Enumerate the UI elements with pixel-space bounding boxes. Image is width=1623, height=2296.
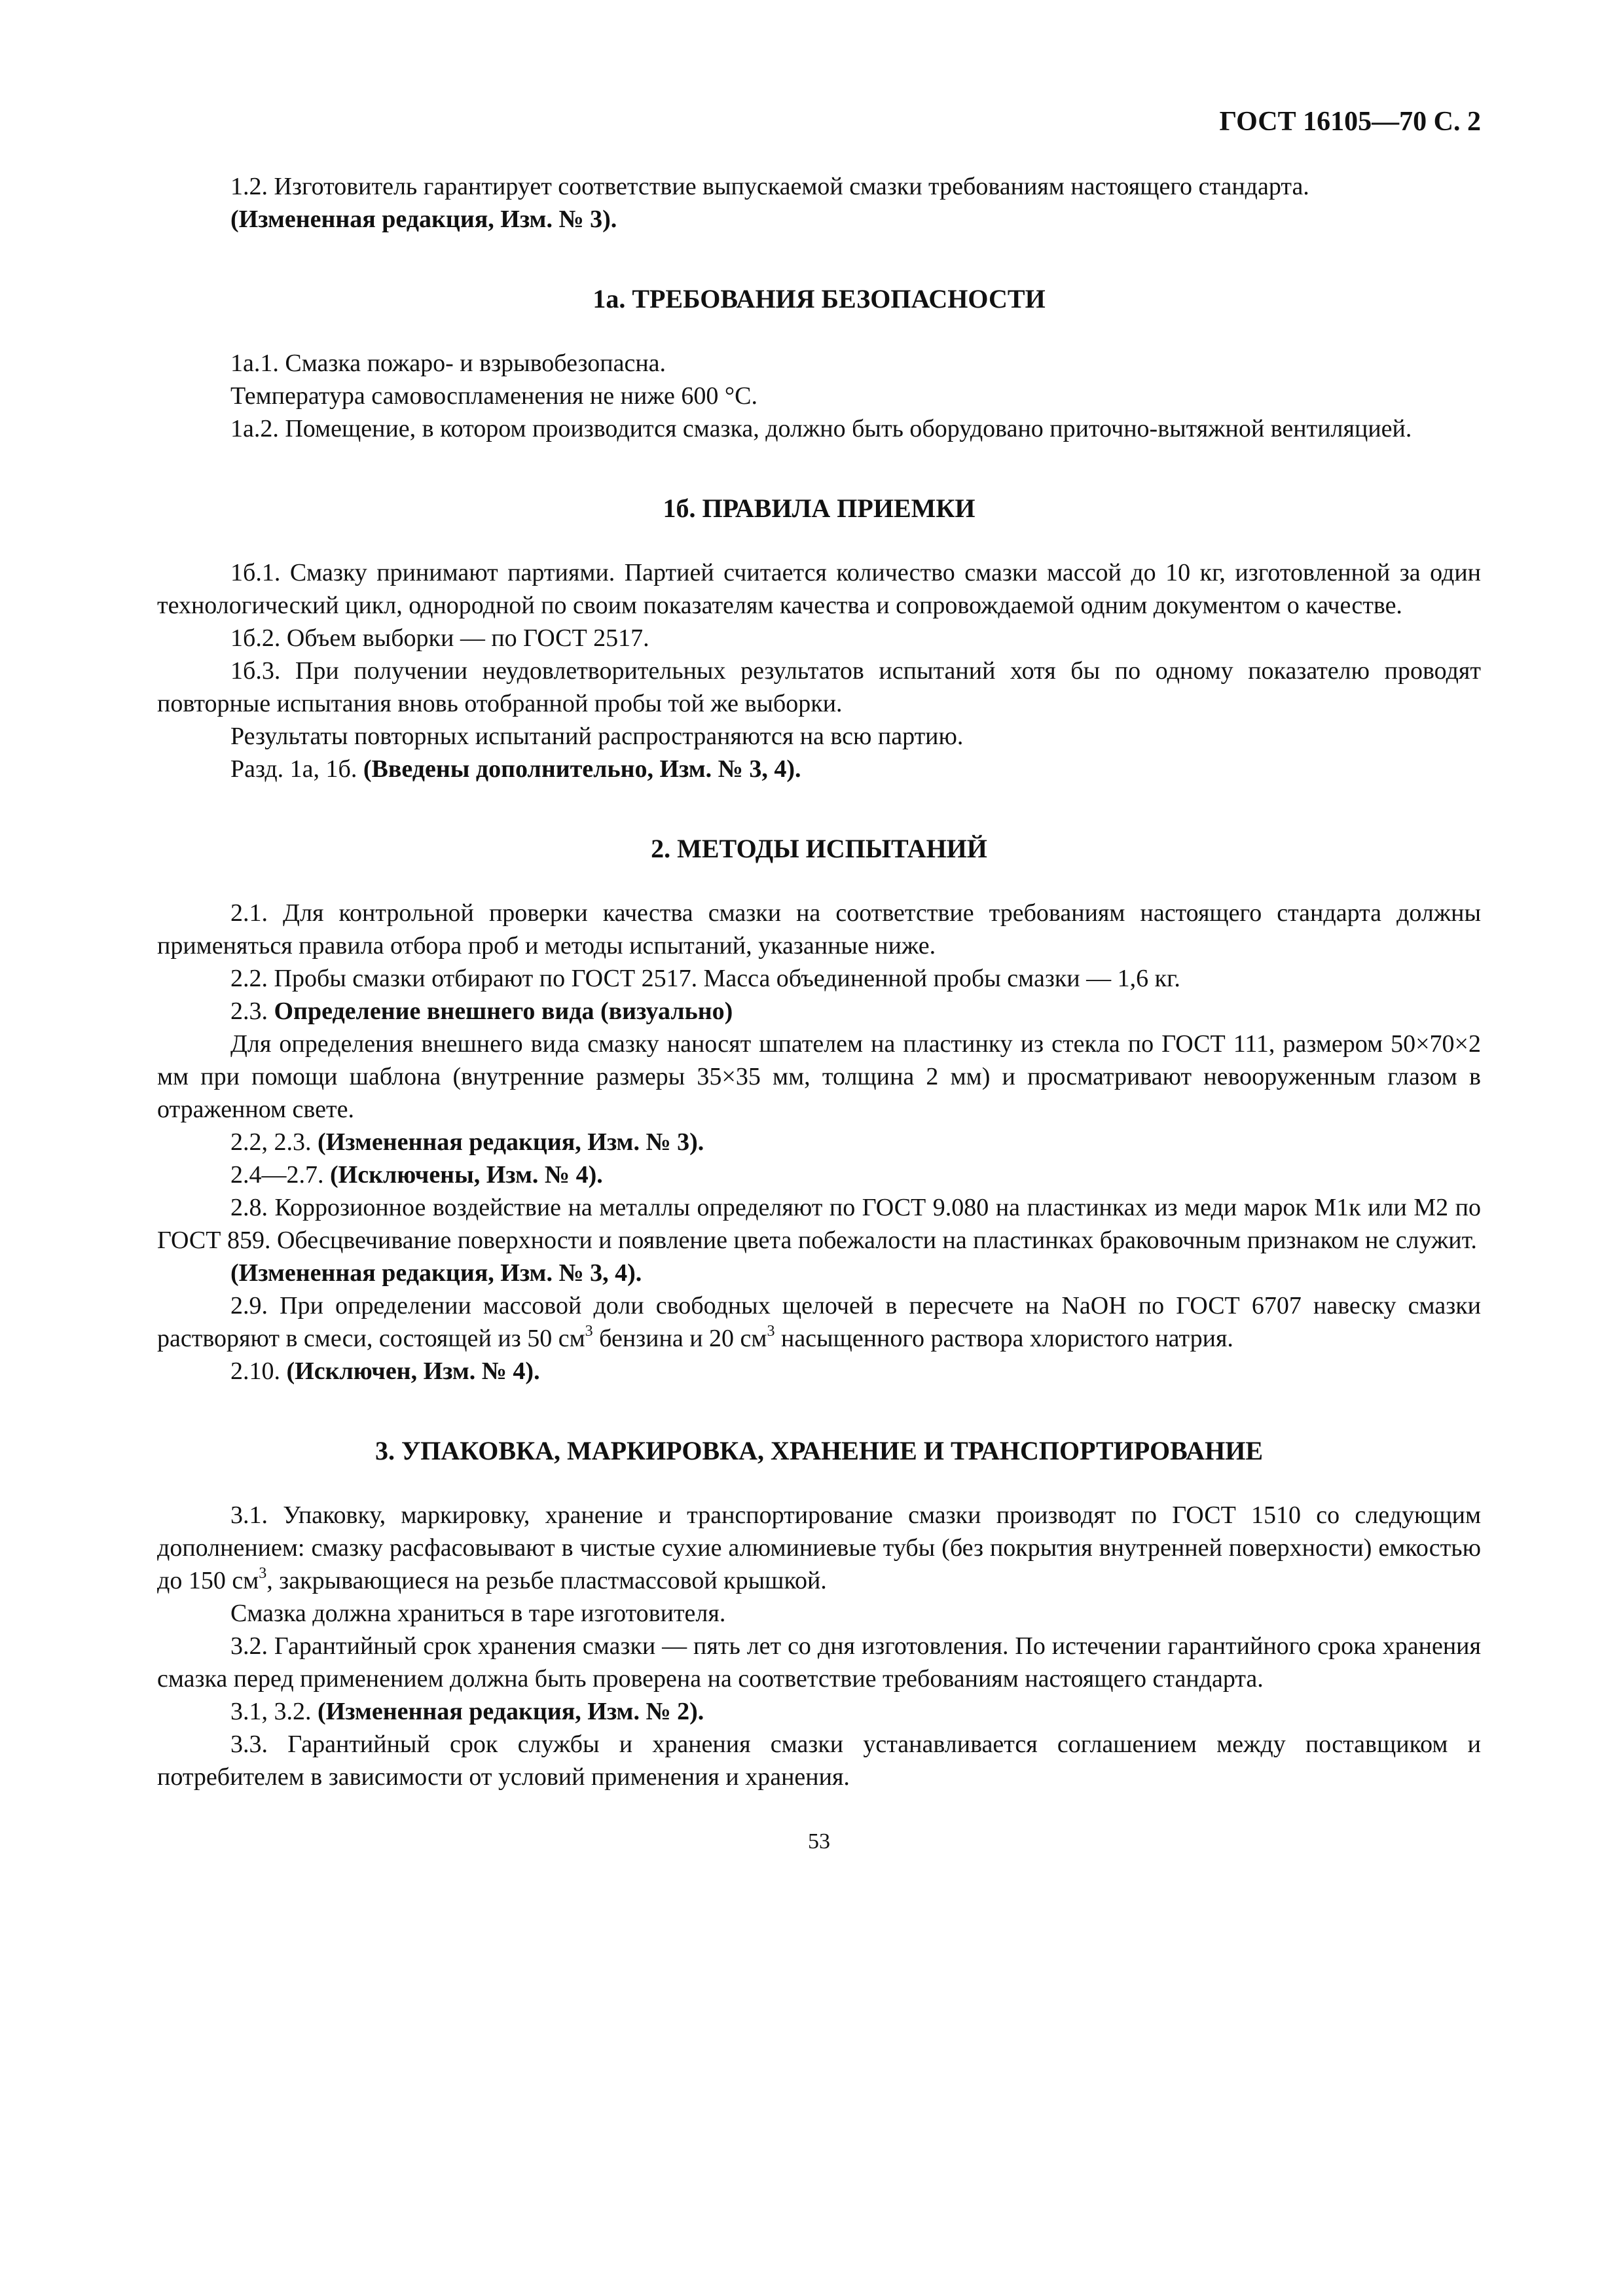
paragraph (157, 1355, 1481, 1388)
paragraph (157, 1191, 1481, 1257)
paragraph-text: 1б.2. Объем выборки — по ГОСТ 2517. (230, 624, 649, 652)
paragraph (157, 995, 1481, 1028)
paragraph (157, 1695, 1481, 1728)
paragraph-text: 2.8. Коррозионное воздействие на металлы определяют по ГОСТ 9.080 на пластинках из меди марок М1к или М2 по ГОСТ 859. Обесцвечивание поверхности и появление цвета побежалости на пластинках браковочным признаком не служит. (157, 1194, 1481, 1254)
paragraph (157, 412, 1481, 445)
paragraph-text: 1б.1. Смазку принимают партиями. Партией считается количество смазки массой до 10 кг, изготовленной за один технологический цикл, однородной по своим показателям качества и сопровождаемой одним документом о качестве. (157, 559, 1481, 619)
paragraph-text: 2.2, 2.3. (230, 1128, 318, 1156)
paragraph (157, 1499, 1481, 1597)
paragraph-text: 2.10. (230, 1357, 287, 1385)
paragraph (157, 380, 1481, 412)
paragraph (157, 1597, 1481, 1630)
paragraph-bold-text: (Исключен, Изм. № 4). (286, 1357, 540, 1385)
section-heading: 1б. ПРАВИЛА ПРИЕМКИ (663, 493, 976, 523)
paragraph (157, 655, 1481, 720)
paragraph-text: 2.4—2.7. (230, 1161, 330, 1189)
paragraph-text: 1б.3. При получении неудовлетворительных результатов испытаний хотя бы по одному показателю проводят повторные испытания вновь отобранной пробы той же выборки. (157, 657, 1481, 717)
paragraph-bold-text: Определение внешнего вида (визуально) (274, 997, 733, 1025)
running-head: ГОСТ 16105—70 С. 2 (1219, 107, 1481, 137)
page-number: 53 (808, 1829, 830, 1854)
paragraph-bold-text: (Измененная редакция, Изм. № 2). (318, 1698, 704, 1725)
paragraph-bold-text: (Исключены, Изм. № 4). (330, 1161, 603, 1189)
paragraph-bold-text: (Введены дополнительно, Изм. № 3, 4). (363, 755, 801, 783)
paragraph-text: Результаты повторных испытаний распространяются на всю партию. (230, 723, 964, 750)
paragraph (157, 622, 1481, 655)
paragraph (157, 1028, 1481, 1126)
paragraph-bold-text: (Измененная редакция, Изм. № 3, 4). (230, 1259, 642, 1287)
paragraph-text: 2.3. (230, 997, 274, 1025)
paragraph (157, 1728, 1481, 1793)
document-page (157, 105, 1481, 2265)
paragraph (157, 1257, 1481, 1289)
paragraph (157, 1126, 1481, 1158)
document-body (157, 170, 1481, 1793)
paragraph (157, 556, 1481, 622)
paragraph-text: Температура самовоспламенения не ниже 600 °С. (230, 382, 757, 410)
paragraph-text: 1а.2. Помещение, в котором производится смазка, должно быть оборудовано приточно-вытяжной вентиляцией. (230, 415, 1412, 442)
paragraph-text: 3.2. Гарантийный срок хранения смазки — пять лет со дня изготовления. По истечении гарантийного срока хранения смазка перед применением должна быть проверена на соответствие требованиям настоящего стандарта. (157, 1632, 1481, 1693)
paragraph (157, 347, 1481, 380)
paragraph (157, 203, 1481, 236)
paragraph (157, 720, 1481, 753)
paragraph-text: Для определения внешнего вида смазку наносят шпателем на пластинку из стекла по ГОСТ 111, размером 50×70×2 мм при помощи шаблона (внутренние размеры 35×35 мм, толщина 2 мм) и просматривают невооруженным глазом в отраженном свете. (157, 1030, 1481, 1123)
paragraph-text: Смазка должна храниться в таре изготовителя. (230, 1600, 726, 1627)
section-heading: 2. МЕТОДЫ ИСПЫТАНИЙ (651, 834, 987, 863)
paragraph-bold-text: (Измененная редакция, Изм. № 3). (230, 206, 617, 233)
paragraph (157, 170, 1481, 203)
paragraph-text: Разд. 1а, 1б. (230, 755, 363, 783)
section-heading: 1а. ТРЕБОВАНИЯ БЕЗОПАСНОСТИ (593, 284, 1046, 314)
paragraph-text: 3.1. Упаковку, маркировку, хранение и транспортирование смазки производят по ГОСТ 1510 со следующим дополнением: смазку расфасовывают в чистые сухие алюминиевые тубы (без покрытия внутренней поверхности) емкостью до 150 $см^3$, закрывающиеся на резьбе пластмассовой крышкой. (157, 1501, 1481, 1594)
paragraph-text: 1.2. Изготовитель гарантирует соответствие выпускаемой смазки требованиям настоящего стандарта. (230, 173, 1309, 200)
paragraph (157, 1158, 1481, 1191)
paragraph (157, 897, 1481, 962)
paragraph (157, 753, 1481, 785)
paragraph (157, 1289, 1481, 1355)
paragraph-text: 3.1, 3.2. (230, 1698, 318, 1725)
section-heading: 3. УПАКОВКА, МАРКИРОВКА, ХРАНЕНИЕ И ТРАНСПОРТИРОВАНИЕ (374, 1436, 1264, 1465)
paragraph-text: 1а.1. Смазка пожаро- и взрывобезопасна. (230, 350, 666, 377)
paragraph-text: 3.3. Гарантийный срок службы и хранения смазки устанавливается соглашением между поставщиком и потребителем в зависимости от условий применения и хранения. (157, 1731, 1481, 1791)
paragraph-text: 2.1. Для контрольной проверки качества смазки на соответствие требованиям настоящего стандарта должны применяться правила отбора проб и методы испытаний, указанные ниже. (157, 899, 1481, 960)
paragraph-text: 2.2. Пробы смазки отбирают по ГОСТ 2517. Масса объединенной пробы смазки — 1,6 кг. (230, 965, 1180, 992)
paragraph-bold-text: (Измененная редакция, Изм. № 3). (318, 1128, 704, 1156)
paragraph-text: 2.9. При определении массовой доли свободных щелочей в пересчете на NaOH по ГОСТ 6707 навеску смазки растворяют в смеси, состоящей из 50 $см^3$ бензина и 20 $см^3$ насыщенного раствора хлористого натрия. (157, 1292, 1481, 1352)
paragraph (157, 1630, 1481, 1695)
paragraph (157, 962, 1481, 995)
